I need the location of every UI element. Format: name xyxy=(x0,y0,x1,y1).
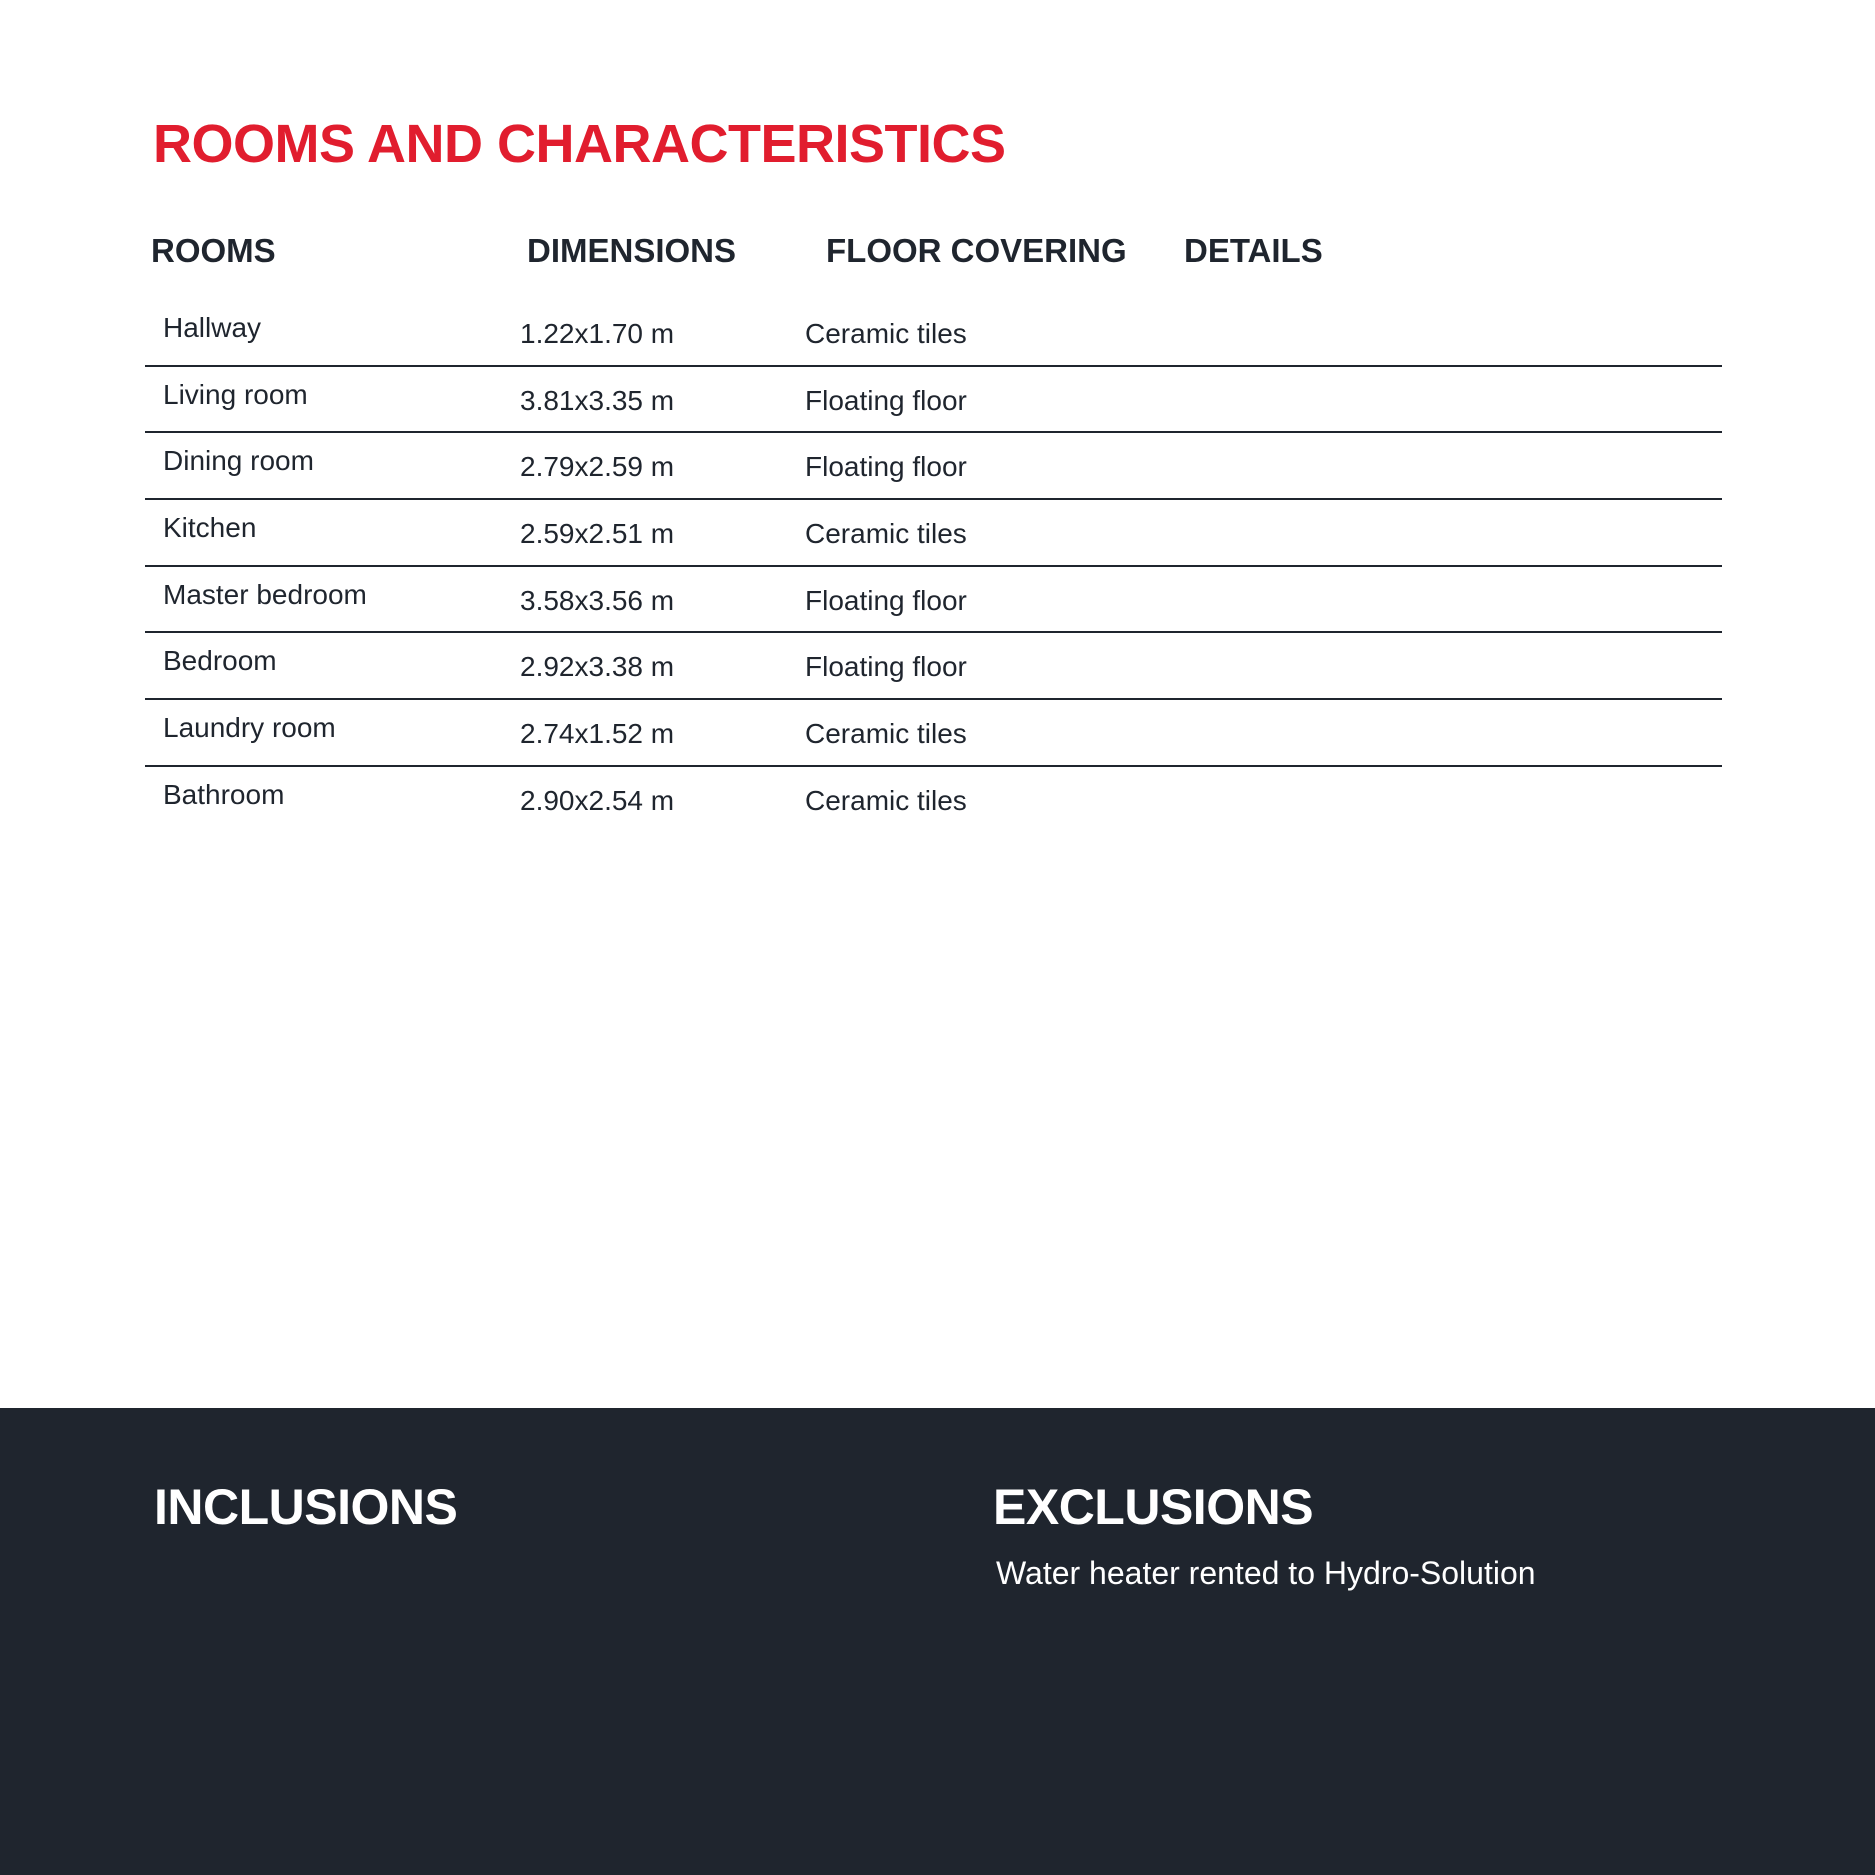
page-title: ROOMS AND CHARACTERISTICS xyxy=(153,114,1006,174)
column-header-dimensions: DIMENSIONS xyxy=(527,232,737,269)
table-row xyxy=(145,367,1722,434)
table-row xyxy=(145,433,1722,500)
room-cell: Laundry room xyxy=(163,712,336,744)
dimensions-cell: 3.58x3.56 m xyxy=(520,584,675,616)
room-cell: Master bedroom xyxy=(163,578,367,610)
room-cell: Hallway xyxy=(163,312,262,343)
rooms-table xyxy=(145,300,1722,834)
dimensions-cell: 2.59x2.51 m xyxy=(520,518,675,550)
floor-covering-cell: Ceramic tiles xyxy=(805,318,967,349)
floor-covering-cell: Ceramic tiles xyxy=(805,518,967,550)
table-row xyxy=(145,633,1722,700)
column-header-rooms: ROOMS xyxy=(151,232,276,269)
exclusions-heading: EXCLUSIONS xyxy=(993,1479,1314,1535)
room-cell: Kitchen xyxy=(163,512,257,544)
table-row xyxy=(145,300,1722,367)
floor-covering-cell: Floating floor xyxy=(805,451,967,483)
floor-covering-cell: Ceramic tiles xyxy=(805,718,967,750)
floor-covering-cell: Floating floor xyxy=(805,584,967,616)
room-cell: Bathroom xyxy=(163,778,285,810)
table-row xyxy=(145,567,1722,634)
dimensions-cell: 3.81x3.35 m xyxy=(520,384,675,416)
room-cell: Dining room xyxy=(163,445,314,477)
floor-covering-cell: Floating floor xyxy=(805,651,967,683)
inclusions-heading: INCLUSIONS xyxy=(154,1479,458,1535)
table-row xyxy=(145,500,1722,567)
dimensions-cell: 1.22x1.70 m xyxy=(520,318,675,349)
dimensions-cell: 2.79x2.59 m xyxy=(520,451,675,483)
floor-covering-cell: Ceramic tiles xyxy=(805,784,967,816)
dimensions-cell: 2.92x3.38 m xyxy=(520,651,675,683)
exclusions-item: Water heater rented to Hydro-Solution xyxy=(996,1555,1536,1591)
floor-covering-cell: Floating floor xyxy=(805,384,967,416)
dimensions-cell: 2.74x1.52 m xyxy=(520,718,675,750)
room-cell: Bedroom xyxy=(163,645,277,677)
dimensions-cell: 2.90x2.54 m xyxy=(520,784,675,816)
room-cell: Living room xyxy=(163,378,308,410)
table-row xyxy=(145,767,1722,834)
column-header-details: DETAILS xyxy=(1184,232,1323,269)
column-header-floor-covering: FLOOR COVERING xyxy=(826,232,1127,269)
table-row xyxy=(145,700,1722,767)
